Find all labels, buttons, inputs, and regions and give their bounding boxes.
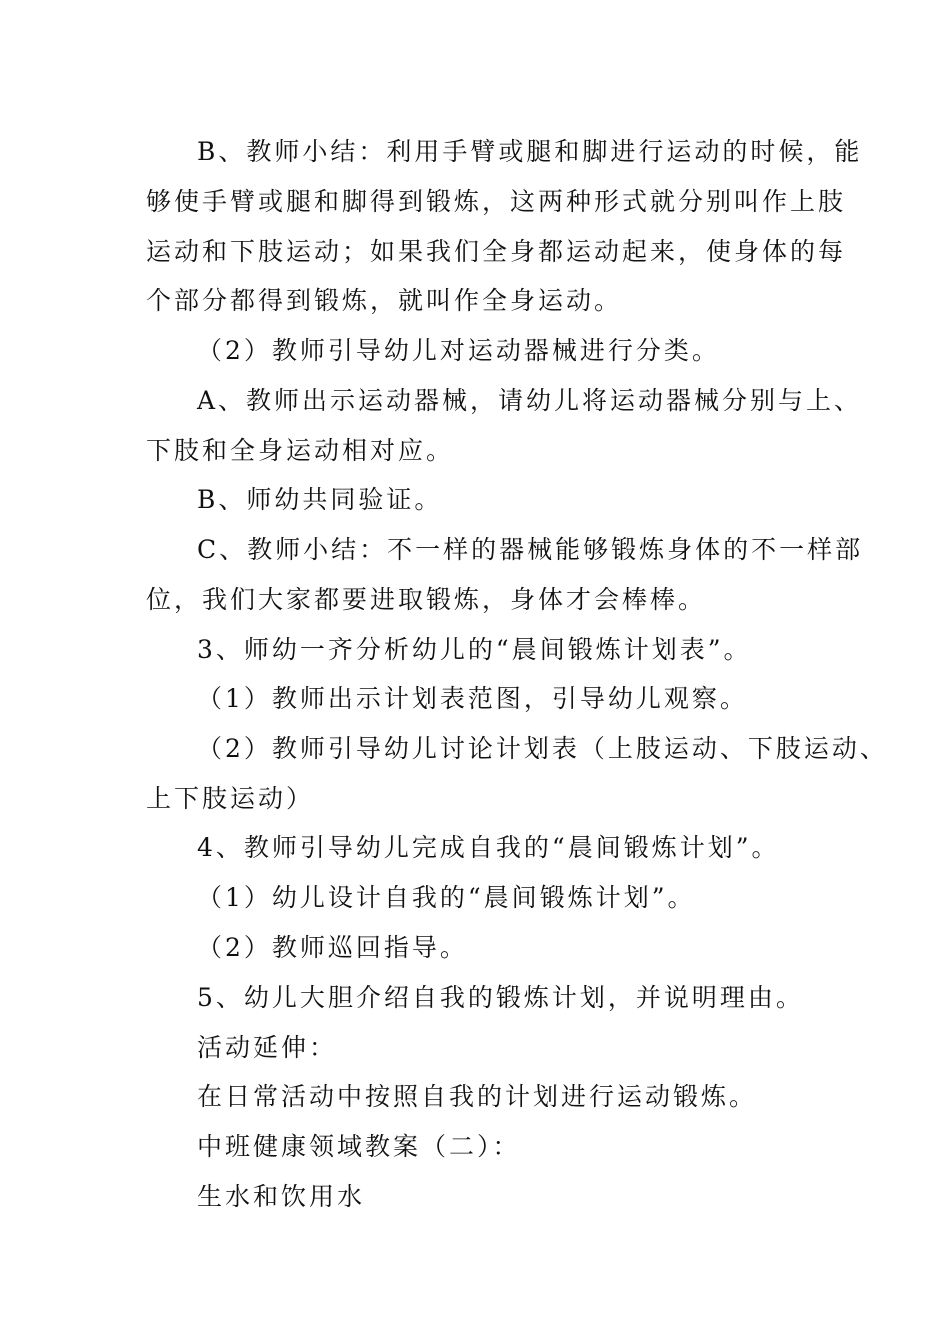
text-line: 4、教师引导幼儿完成自我的“晨间锻炼计划”。: [197, 833, 780, 862]
text-line: B、师幼共同验证。: [197, 485, 443, 514]
text-line: （2）教师引导幼儿对运动器械进行分类。: [197, 336, 720, 365]
text-line: 下肢和全身运动相对应。: [146, 436, 455, 465]
text-line: A、教师出示运动器械，请幼儿将运动器械分别与上、: [197, 386, 863, 415]
text-line: （1）教师出示计划表范图，引导幼儿观察。: [197, 684, 748, 713]
text-line: 位，我们大家都要进取锻炼，身体才会棒棒。: [146, 585, 707, 614]
text-line: （2）教师巡回指导。: [197, 933, 468, 962]
text-line: 生水和饮用水: [197, 1182, 366, 1211]
text-line: B、教师小结：利用手臂或腿和脚进行运动的时候，能: [197, 137, 863, 166]
text-line: 5、幼儿大胆介绍自我的锻炼计划，并说明理由。: [197, 983, 804, 1012]
text-line: 个部分都得到锻炼，就叫作全身运动。: [146, 286, 623, 315]
text-line: 中班健康领域教案（二）：: [197, 1132, 521, 1161]
text-line: C、教师小结：不一样的器械能够锻炼身体的不一样部: [197, 535, 864, 564]
text-line: 3、师幼一齐分析幼儿的“晨间锻炼计划表”。: [197, 635, 752, 664]
text-line: （2）教师引导幼儿讨论计划表（上肢运动、下肢运动、: [197, 734, 888, 763]
text-line: 运动和下肢运动；如果我们全身都运动起来，使身体的每: [146, 237, 847, 266]
text-line: 活动延伸：: [197, 1033, 338, 1062]
text-line: 上下肢运动）: [146, 784, 315, 813]
text-line: 够使手臂或腿和脚得到锻炼，这两种形式就分别叫作上肢: [146, 187, 847, 216]
text-line: 在日常活动中按照自我的计划进行运动锻炼。: [197, 1082, 758, 1111]
text-line: （1）幼儿设计自我的“晨间锻炼计划”。: [197, 883, 696, 912]
